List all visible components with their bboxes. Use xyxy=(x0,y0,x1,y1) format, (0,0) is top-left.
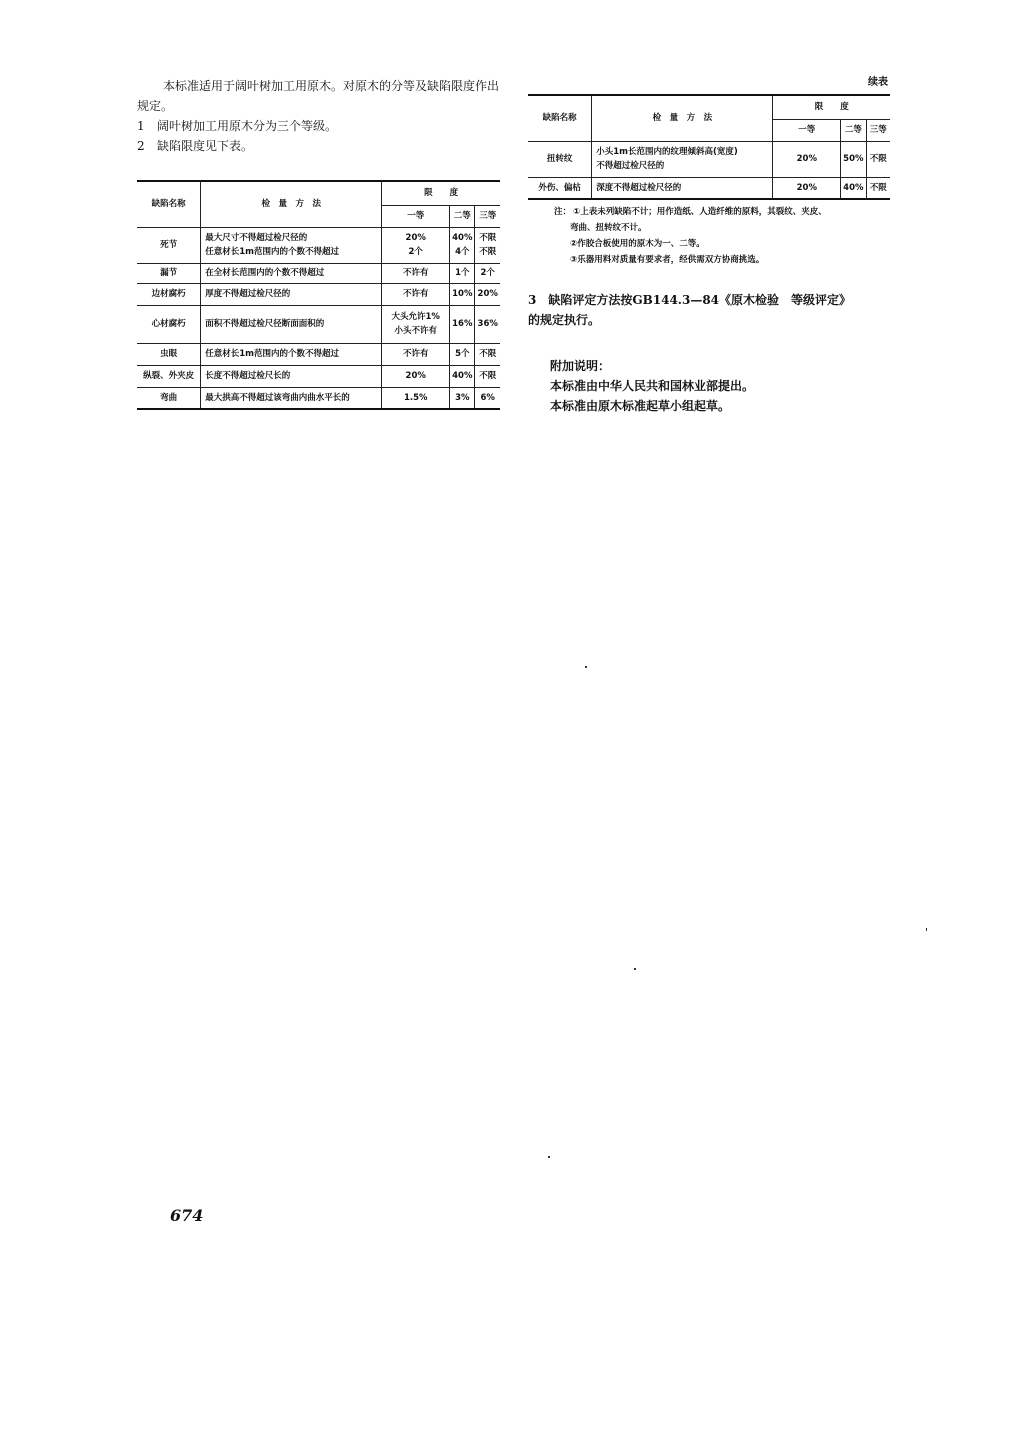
grade-3-cell: 20% xyxy=(475,283,500,305)
grade-3-cell: 不限 xyxy=(866,177,890,199)
defect-name: 外伤、偏枯 xyxy=(528,177,592,199)
scan-speck xyxy=(585,666,587,668)
defect-name: 弯曲 xyxy=(137,387,201,409)
defect-name: 虫眼 xyxy=(137,343,201,365)
clause-3 xyxy=(528,290,890,330)
method-cell: 最大拱高不得超过该弯曲内曲水平长的 xyxy=(201,387,382,409)
method-cell: 深度不得超过检尺径的 xyxy=(592,177,773,199)
header-defect-name: 缺陷名称 xyxy=(137,181,201,227)
method-cell: 厚度不得超过检尺径的 xyxy=(201,283,382,305)
grade-2-cell: 1个 xyxy=(450,263,475,283)
method-line: 任意材长1m范围内的个数不得超过 xyxy=(205,247,340,257)
grade-2-cell: 40% xyxy=(450,365,475,387)
table-row xyxy=(137,283,500,305)
grade-3-cell: 6% xyxy=(475,387,500,409)
header-limit: 限 度 xyxy=(382,181,500,205)
left-column xyxy=(137,76,500,410)
defect-name: 纵裂、外夹皮 xyxy=(137,365,201,387)
header-limit: 限 度 xyxy=(773,95,890,119)
grade-value: 大头允许1% xyxy=(391,312,440,322)
continued-defect-table xyxy=(528,94,890,200)
note-1 xyxy=(528,204,890,220)
defect-name: 漏节 xyxy=(137,263,201,283)
method-line: 小头1m长范围内的纹理倾斜高(宽度) xyxy=(596,147,738,157)
table-row xyxy=(137,365,500,387)
grade-1-cell: 20% xyxy=(773,177,841,199)
table-row xyxy=(137,227,500,263)
note-1-continued: 弯曲、扭转纹不计。 xyxy=(570,223,647,233)
grade-2-cell xyxy=(450,227,475,263)
method-cell: 长度不得超过检尺长的 xyxy=(201,365,382,387)
grade-1-cell: 20% xyxy=(382,365,450,387)
grade-value: 20% xyxy=(405,233,426,243)
clause-3-line-2: 的规定执行。 xyxy=(528,313,601,327)
grade-3-cell: 不限 xyxy=(475,365,500,387)
clause-1-number: 1 xyxy=(137,119,145,133)
grade-2-cell: 5个 xyxy=(450,343,475,365)
clause-2-number: 2 xyxy=(137,139,145,153)
grade-3-cell xyxy=(475,227,500,263)
grade-value: 2个 xyxy=(408,247,423,257)
grade-1-cell: 20% xyxy=(773,141,841,177)
grade-2-cell: 10% xyxy=(450,283,475,305)
method-line: 最大尺寸不得超过检尺径的 xyxy=(205,233,308,243)
note-3: ③乐器用料对质量有要求者，经供需双方协商挑选。 xyxy=(570,255,765,265)
grade-value: 4个 xyxy=(455,247,470,257)
grade-3-cell: 不限 xyxy=(866,141,890,177)
header-method: 检 量 方 法 xyxy=(201,181,382,227)
grade-value: 不限 xyxy=(479,233,497,243)
method-cell: 任意材长1m范围内的个数不得超过 xyxy=(201,343,382,365)
defect-limit-table xyxy=(137,180,500,410)
scan-speck xyxy=(926,928,927,931)
grade-3-cell: 2个 xyxy=(475,263,500,283)
method-cell: 面积不得超过检尺径断面面积的 xyxy=(201,305,382,343)
clause-1-text: 阔叶树加工用原木分为三个等级。 xyxy=(157,119,338,133)
clause-3-line-1: 3 缺陷评定方法按GB144.3—84《原木检验 等级评定》 xyxy=(528,293,852,307)
grade-2-cell: 16% xyxy=(450,305,475,343)
header-grade-3: 三等 xyxy=(866,119,890,141)
scan-speck xyxy=(548,1156,550,1158)
grade-1-cell: 1.5% xyxy=(382,387,450,409)
table-row xyxy=(528,177,890,199)
grade-1-cell: 不许有 xyxy=(382,343,450,365)
note-1-text: ①上表未列缺陷不计；用作造纸、人造纤维的原料，其裂纹、夹皮、 xyxy=(573,207,827,217)
page-number: 674 xyxy=(170,1206,204,1225)
grade-1-cell: 不许有 xyxy=(382,283,450,305)
clause-1 xyxy=(137,116,500,136)
table-row xyxy=(528,141,890,177)
header-method: 检 量 方 法 xyxy=(592,95,773,141)
grade-1-cell: 不许有 xyxy=(382,263,450,283)
grade-1-cell xyxy=(382,305,450,343)
defect-name: 心材腐朽 xyxy=(137,305,201,343)
table-notes xyxy=(528,204,890,268)
grade-value: 40% xyxy=(452,233,473,243)
defect-name: 扭转纹 xyxy=(528,141,592,177)
defect-name: 边材腐朽 xyxy=(137,283,201,305)
grade-value: 小头不许有 xyxy=(394,326,437,336)
additional-note-2: 本标准由原木标准起草小组起草。 xyxy=(550,399,731,413)
right-column xyxy=(528,76,890,416)
method-cell: 在全材长范围内的个数不得超过 xyxy=(201,263,382,283)
grade-2-cell: 40% xyxy=(841,177,866,199)
table-row xyxy=(137,263,500,283)
method-line: 不得超过检尺径的 xyxy=(596,161,665,171)
defect-name: 死节 xyxy=(137,227,201,263)
additional-notes-title: 附加说明： xyxy=(550,359,611,373)
table-row xyxy=(137,387,500,409)
grade-value: 不限 xyxy=(479,247,497,257)
header-grade-1: 一等 xyxy=(773,119,841,141)
method-cell xyxy=(592,141,773,177)
scan-speck xyxy=(634,968,636,970)
clause-2 xyxy=(137,136,500,156)
method-cell xyxy=(201,227,382,263)
intro-paragraph: 本标准适用于阔叶树加工用原木。对原木的分等及缺陷限度作出规定。 xyxy=(137,79,500,113)
additional-note-1: 本标准由中华人民共和国林业部提出。 xyxy=(550,379,755,393)
table-row xyxy=(137,305,500,343)
notes-label: 注： xyxy=(554,207,572,217)
clause-2-text: 缺陷限度见下表。 xyxy=(157,139,254,153)
grade-2-cell: 3% xyxy=(450,387,475,409)
grade-2-cell: 50% xyxy=(841,141,866,177)
header-grade-3: 三等 xyxy=(475,205,500,227)
header-grade-1: 一等 xyxy=(382,205,450,227)
header-grade-2: 二等 xyxy=(841,119,866,141)
grade-3-cell: 不限 xyxy=(475,343,500,365)
additional-notes xyxy=(528,356,890,416)
grade-3-cell: 36% xyxy=(475,305,500,343)
table-row xyxy=(137,343,500,365)
continued-table-title: 续表 xyxy=(868,77,888,88)
header-grade-2: 二等 xyxy=(450,205,475,227)
header-defect-name: 缺陷名称 xyxy=(528,95,592,141)
grade-1-cell xyxy=(382,227,450,263)
note-2: ②作胶合板使用的原木为一、二等。 xyxy=(570,239,705,249)
